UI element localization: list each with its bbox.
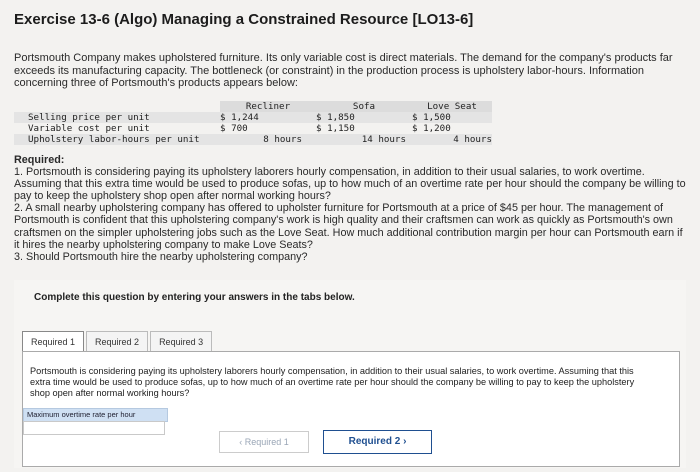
overtime-rate-input[interactable] (23, 421, 165, 435)
table-header-row (14, 101, 492, 112)
row-label: Upholstery labor-hours per unit (14, 134, 220, 145)
column-header: Sofa (316, 101, 412, 112)
answer-label: Maximum overtime rate per hour (23, 408, 168, 422)
required-tabs (22, 331, 214, 351)
required-section (14, 154, 690, 263)
exercise-title: Exercise 13-6 (Algo) Managing a Constrained Resource [LO13-6] (14, 11, 474, 28)
instructions-note: Complete this question by entering your answers in the tabs below. (34, 292, 355, 303)
prev-required-button[interactable] (219, 431, 309, 453)
chevron-left-icon: ‹ (239, 437, 243, 447)
table-row (14, 134, 492, 145)
table-cell: $ 1,500 (412, 112, 492, 123)
prev-button-label: Required 1 (244, 437, 289, 447)
required-heading: Required: (14, 154, 65, 166)
required-item: 2. A small nearby upholstering company has offered to upholster furniture for Portsmouth at a price of $45 per hour. The management of Portsmouth is confident that this upholstering company's work is high quality and their craftsmen can work as quickly as Portsmouth's own craftsmen on the simpler upholstering jobs such as the Love Seat. How much additional contribution margin per hour can Portsmouth earn if it hires the nearby upholstering company to make Love Seats? (14, 202, 683, 251)
column-header: Recliner (220, 101, 316, 112)
required-item: 3. Should Portsmouth hire the nearby upholstering company? (14, 250, 308, 263)
next-required-button[interactable] (323, 430, 432, 454)
table-cell: $ 1,150 (316, 123, 355, 134)
required-item: 1. Portsmouth is considering paying its upholstery laborers hourly compensation, in addition to their usual salaries, to work overtime. Assuming that this extra time would be used to produce sofas, up to how much of an overtime rate per hour should the company be willing to pay to keep the upholstery shop open after normal working hours? (14, 166, 686, 203)
row-label: Variable cost per unit (28, 123, 150, 134)
column-header: Love Seat (412, 101, 492, 112)
next-button-label: Required 2 (348, 436, 401, 447)
product-data-table (14, 101, 492, 145)
table-cell: $ 1,244 (220, 112, 316, 123)
chevron-right-icon: › (403, 436, 407, 447)
table-cell: 8 hours (220, 134, 316, 145)
table-cell: 4 hours (412, 134, 492, 145)
tab-required-1[interactable]: Required 1 (22, 331, 84, 352)
tab-required-3[interactable]: Required 3 (150, 331, 212, 352)
table-cell: 14 hours (316, 134, 412, 145)
problem-intro: Portsmouth Company makes upholstered furniture. Its only variable cost is direct materials. The demand for the company's products far exceeds its manufacturing capacity. The bottleneck (or constraint) in the production process is upholstery labor-hours. Information concerning three of Portsmouth's products appears below: (14, 52, 673, 89)
table-cell: $ 1,850 (316, 112, 412, 123)
table-cell: $ 700 (220, 123, 248, 134)
row-label: Selling price per unit (14, 112, 220, 123)
tab-question-text: Portsmouth is considering paying its upholstery laborers hourly compensation, in addition to their usual salaries, to work overtime. Assuming that this extra time would be used to produce sofas, up to how much of an overtime rate per hour should the company be willing to pay to keep the upholstery shop open after normal working hours? (30, 366, 635, 398)
table-row (14, 112, 492, 123)
tab-required-2[interactable]: Required 2 (86, 331, 148, 352)
table-row (14, 123, 492, 134)
table-cell: $ 1,200 (412, 123, 451, 134)
